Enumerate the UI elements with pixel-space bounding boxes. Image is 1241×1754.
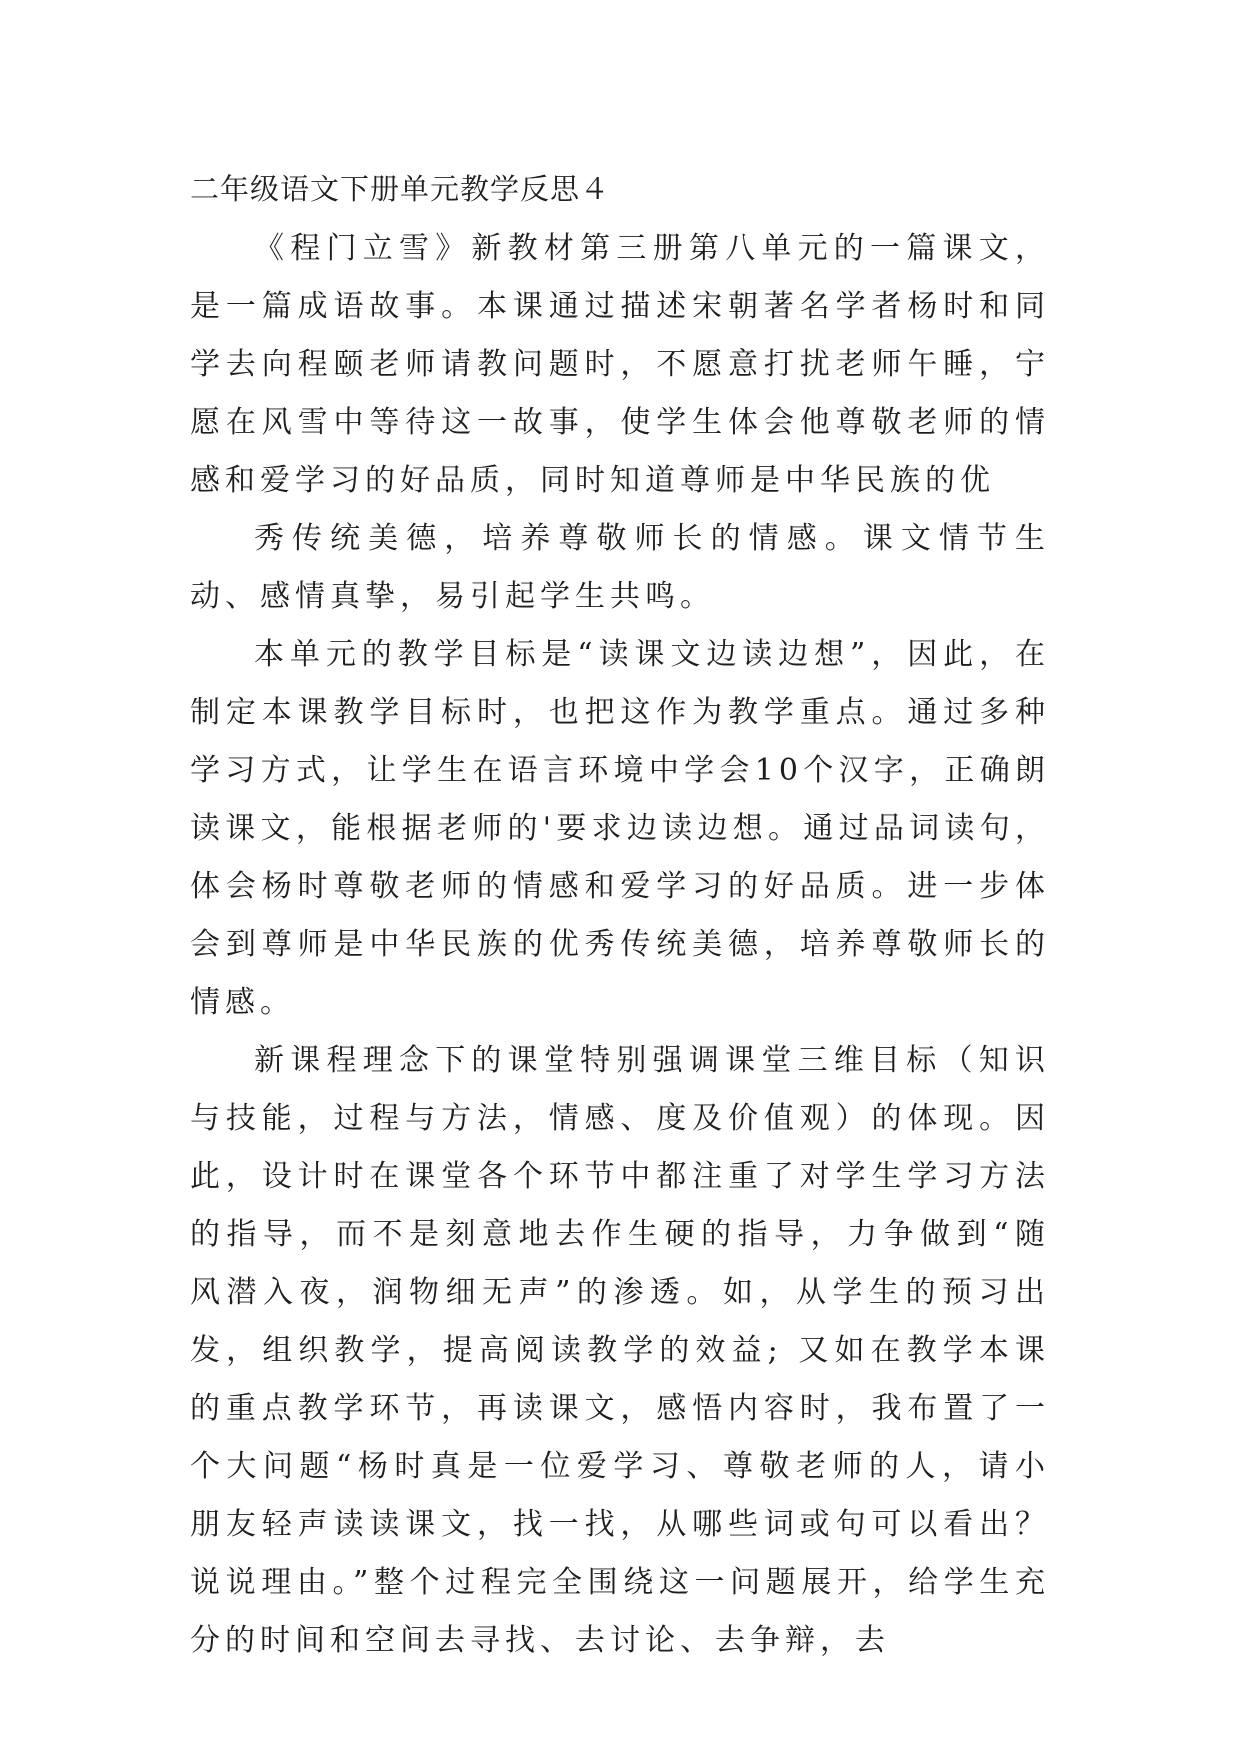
paragraph-2: 秀传统美德，培养尊敬师长的情感。课文情节生动、感情真挚，易引起学生共鸣。: [190, 521, 1050, 614]
paragraph-3: 本单元的教学目标是“读课文边读边想”，因此，在制定本课教学目标时，也把这作为教学重点。通过多种学习方式，让学生在语言环境中学会10个汉字，正确朗读课文，能根据老师的'要求边读边想。通过品词读句，体会杨时尊敬老师的情感和爱学习的好品质。进一步体会到尊师是中华民族的优秀传统美德，培养尊敬师长的情感。: [190, 637, 1050, 1020]
paragraph-4: 新课程理念下的课堂特别强调课堂三维目标（知识与技能，过程与方法，情感、度及价值观）的体现。因此，设计时在课堂各个环节中都注重了对学生学习方法的指导，而不是刻意地去作生硬的指导，力争做到“随风潜入夜，润物细无声”的渗透。如，从学生的预习出发，组织教学，提高阅读教学的效益; 又如在教学本课的重点教学环节，再读课文，感悟内容时，我布置了一个大问题“杨时真是一位爱学习、尊敬老师的人，请小朋友轻声读读课文，找一找，从哪些词或句可以看出？说说理由。”整个过程完全围绕这一问题展开，给学生充分的时间和空间去寻找、去讨论、去争辩，去: [190, 1043, 1050, 1658]
document-body: [190, 160, 1050, 1670]
paragraph-1: 《程门立雪》新教材第三册第八单元的一篇课文，是一篇成语故事。本课通过描述宋朝著名学者杨时和同学去向程颐老师请教问题时，不愿意打扰老师午睡，宁愿在风雪中等待这一故事，使学生体会他尊敬老师的情感和爱学习的好品质，同时知道尊师是中华民族的优: [190, 231, 1050, 498]
document-title: 二年级语文下册单元教学反思４: [190, 172, 611, 206]
